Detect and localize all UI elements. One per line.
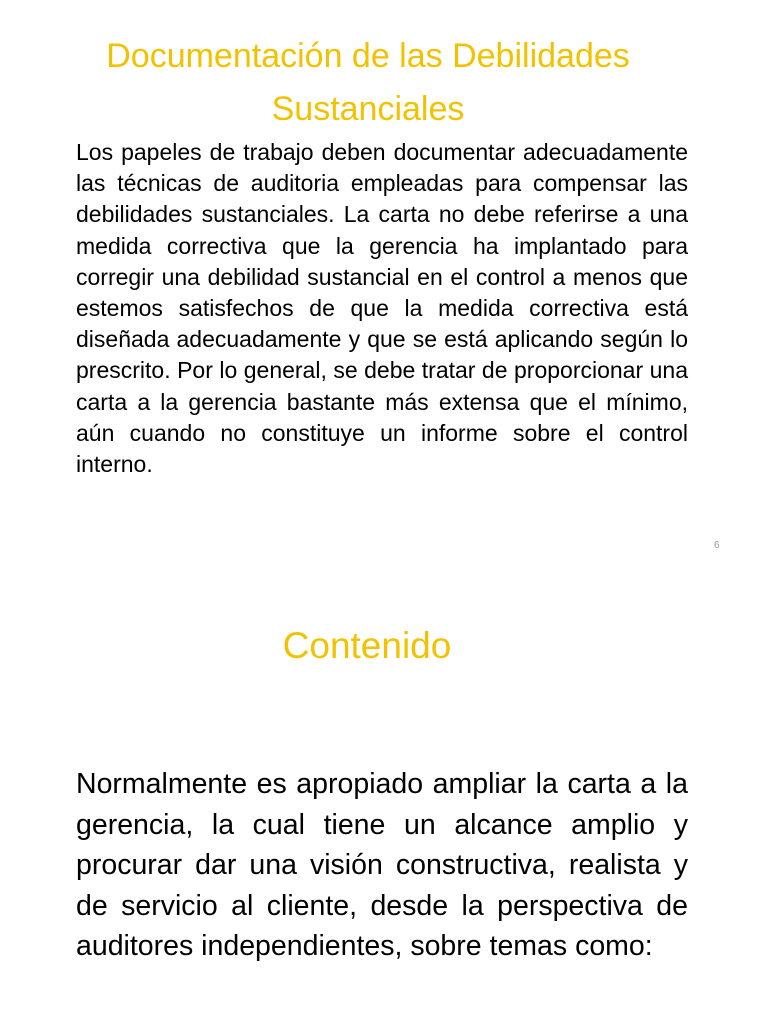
slide-title-line-2: Sustanciales <box>271 89 465 128</box>
section-title-contenido: Contenido <box>282 625 452 666</box>
slide-title-line-1: Documentación de las Debilidades <box>106 37 630 75</box>
slide-title <box>40 30 696 135</box>
section-body-paragraph: Normalmente es apropiado ampliar la carta a la gerencia, la cual tiene un alcance amplio y procurar dar una visión constructiva, realista y de servicio al cliente, desde la perspectiva de auditores independientes, sobre temas como: <box>76 768 688 963</box>
slide-body-paragraph: Los papeles de trabajo deben documentar adecuadamente las técnicas de auditoria empleadas para compensar las debilidades sustanciales. La carta no debe referirse a una medida correctiva que la gerencia ha implantado para corregir una debilidad sustancial en el control a menos que estemos satisfechos de que la medida correctiva está diseñada adecuadamente y que se está aplicando según lo prescrito. Por lo general, se debe tratar de proporcionar una carta a la gerencia bastante más extensa que el mínimo, aún cuando no constituye un informe sobre el control interno. <box>76 139 688 478</box>
slide-number: 6 <box>714 540 720 551</box>
